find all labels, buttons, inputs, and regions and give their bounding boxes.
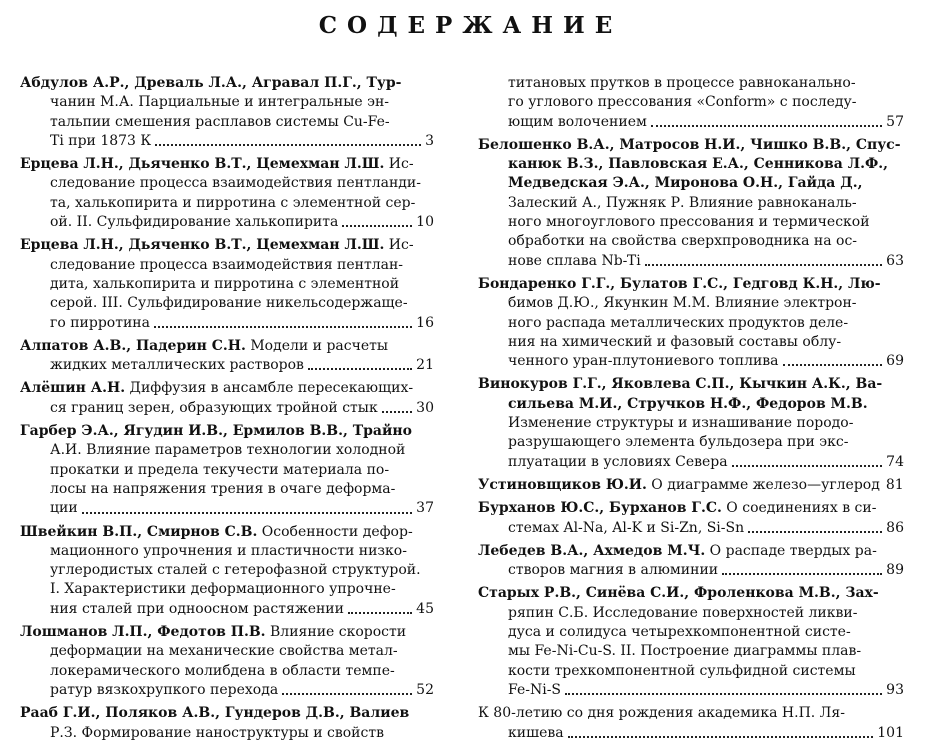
entry-last-line (20, 314, 434, 333)
entry-line: чанин М.А. Парциальные и интегральные эн- (50, 94, 390, 111)
entry-authors: Белошенко В.А., Матросов Н.И., Чишко В.В., Спус- (478, 136, 901, 153)
leader-dots (783, 364, 883, 366)
entry-line (20, 379, 434, 398)
entry-line: Р.З. Формирование наноструктуры и свойств (50, 724, 384, 741)
entry-line: ного многоуглового прессования и термической (508, 214, 870, 231)
toc-entry[interactable] (478, 499, 904, 538)
entry-title-end: ой. II. Сульфидирование халькопирита (50, 214, 339, 231)
entry-line: лосы на напряжения трения в очаге деформа- (50, 480, 396, 497)
entry-line: разрушающего элемента бульдозера при экс- (508, 434, 849, 451)
page-number: 93 (886, 681, 904, 698)
toc-entry[interactable] (20, 155, 434, 232)
entry-title-start: Модели и расчеты (245, 337, 389, 354)
entry-line: Изменение структуры и изнашивание породо- (508, 415, 854, 432)
entry-line: следование процесса взаимодействия пентланди- (50, 175, 421, 192)
entry-title-end: ся границ зерен, образующих тройной стык (50, 399, 378, 416)
entry-line: та, халькопирита и пирротина с элементной сер- (50, 194, 416, 211)
leader-dots (568, 736, 874, 738)
entry-line: обработки на свойства сверхпроводника на ос- (508, 233, 858, 250)
page-number: 21 (416, 357, 434, 374)
entry-line: титановых прутков в процессе равноканально- (508, 75, 856, 91)
page-number: 10 (416, 214, 434, 231)
entry-line (20, 623, 434, 642)
page-number: 86 (886, 519, 904, 536)
page-number: 37 (416, 500, 434, 517)
entry-authors: Устиновщиков Ю.И. (478, 476, 647, 493)
entry-title-start: Ис- (384, 156, 414, 173)
entry-last-line (478, 352, 904, 371)
toc-entry[interactable] (478, 275, 904, 371)
entry-line: мационного упрочнения и пластичности низко- (50, 542, 407, 559)
leader-dots (651, 125, 882, 127)
toc-entry[interactable] (20, 704, 434, 743)
leader-dots (748, 531, 882, 533)
toc-entry[interactable] (20, 337, 434, 376)
entry-line (20, 422, 434, 441)
entry-title-end: Ti при 1873 К (50, 132, 152, 149)
entry-last-line (478, 113, 904, 132)
leader-dots (155, 144, 421, 146)
entry-title-start: Ис- (384, 237, 414, 254)
entry-title-end: створов магния в алюминии (508, 562, 719, 579)
leader-dots (382, 411, 412, 413)
entry-title-end: жидких металлических растворов (50, 357, 304, 374)
page-number: 63 (886, 252, 904, 269)
leader-dots (645, 264, 882, 266)
page-number: 16 (416, 314, 434, 331)
entry-last-line (20, 132, 434, 151)
entry-line (478, 275, 904, 294)
entry-line (20, 523, 434, 542)
entry-authors: Ерцева Л.Н., Дьяченко В.Т., Цемехман Л.Ш. (20, 156, 385, 173)
toc-entry[interactable] (20, 422, 434, 518)
toc-right-column (478, 74, 904, 747)
toc-entry[interactable] (478, 375, 904, 471)
entry-line: дита, халькопирита и пирротина с элементной (50, 275, 400, 292)
entry-line: локерамического молибдена в области темпе- (50, 662, 395, 679)
entry-line: дуса и солидуса четырехкомпонентной систе- (508, 624, 851, 641)
entry-title-end: ратур вязкохрупкого перехода (50, 681, 279, 698)
entry-line: ного распада металлических продуктов деле- (508, 314, 849, 331)
entry-line (20, 74, 434, 93)
page-number: 69 (886, 353, 904, 370)
entry-title-end: ции (50, 500, 78, 517)
toc-entry[interactable] (20, 623, 434, 700)
entry-authors: Рааб Г.И., Поляков А.В., Гундеров Д.В., Валиев (20, 705, 410, 722)
entry-last-line (478, 561, 904, 580)
page-number: 52 (416, 681, 434, 698)
entry-line: бимов Д.Ю., Якункин М.М. Влияние электрон- (508, 295, 857, 312)
entry-last-line (20, 681, 434, 700)
entry-line: К 80-летию со дня рождения академика Н.П. Ля- (478, 705, 845, 722)
entry-last-line (20, 399, 434, 418)
toc-entry-continued[interactable] (478, 74, 904, 132)
entry-title-end: стемах Al-Na, Al-K и Si-Zn, Si-Sn (508, 519, 745, 536)
entry-authors: Бурханов Ю.С., Бурханов Г.С. (478, 500, 722, 517)
entry-authors: Швейкин В.П., Смирнов С.В. (20, 523, 258, 540)
entry-line: А.И. Влияние параметров технологии холодной (50, 442, 406, 459)
entry-last-line (478, 252, 904, 271)
toc-entry[interactable] (478, 542, 904, 581)
entry-line (478, 136, 904, 155)
entry-authors: Лошманов Л.П., Федотов П.В. (20, 624, 266, 641)
entry-title-end: нове сплава Nb-Ti (508, 252, 641, 269)
toc-left-column (20, 74, 434, 747)
entry-line: кости трехкомпонентной сульфидной системы (508, 662, 856, 679)
entry-line: Залеский А., Пужняк Р. Влияние равноканаль- (508, 194, 857, 211)
entry-line (478, 584, 904, 603)
entry-title-end: ченного уран-плутониевого топлива (508, 353, 779, 370)
entry-last-line (478, 681, 904, 700)
entry-title-end: кишева (508, 724, 564, 741)
entry-authors: Старых Р.В., Синёва С.И., Фроленкова М.В., Зах- (478, 585, 879, 602)
entry-authors: Алёшин А.Н. (20, 380, 126, 397)
entry-authors: Винокуров Г.Г., Яковлева С.П., Кычкин А.К., Ва- (478, 376, 883, 393)
entry-title-start: Диффузия в ансамбле пересекающих- (125, 380, 414, 397)
entry-line (478, 375, 904, 394)
entry-line (478, 499, 904, 518)
entry-title-end: ющим волочением (508, 113, 647, 130)
page-title: СОДЕРЖАНИЕ (318, 12, 623, 39)
leader-dots (308, 368, 412, 370)
entry-line: углеродистых сталей с гетерофазной структурой. (50, 562, 421, 579)
entry-line: Медведская Э.А., Миронова О.Н., Гайда Д., (508, 175, 863, 192)
page-number: 45 (416, 600, 434, 617)
leader-dots (82, 512, 413, 514)
toc-entry[interactable] (20, 523, 434, 619)
entry-line: канюк В.З., Павловская Е.А., Сенникова Л.Ф., (508, 156, 888, 173)
entry-title-start: Влияние скорости (265, 624, 407, 641)
toc-entry[interactable] (478, 136, 904, 271)
page-number: 89 (886, 562, 904, 579)
entry-title-end: Fe-Ni-S (508, 681, 562, 698)
entry-line: ния на химический и фазовый составы облу- (508, 333, 842, 350)
entry-last-line (478, 519, 904, 538)
page-number: 57 (886, 113, 904, 130)
entry-line: прокатки и предела текучести материала по- (50, 461, 390, 478)
entry-last-line (478, 476, 904, 495)
entry-authors: Бондаренко Г.Г., Булатов Г.С., Гедговд К.Н., Лю- (478, 275, 881, 292)
entry-title-start: О диаграмме железо—углерод (646, 476, 880, 493)
entry-title-end: плуатации в условиях Севера (508, 453, 728, 470)
entry-line (20, 704, 434, 723)
page-number: 101 (877, 724, 904, 741)
entry-line: го углового прессования «Conform» с последу- (508, 94, 857, 111)
leader-dots (722, 573, 882, 575)
entry-last-line (20, 499, 434, 518)
entry-title-start: О распаде твердых ра- (705, 542, 877, 559)
toc-entry[interactable] (20, 74, 434, 151)
entry-line: деформации на механические свойства метал- (50, 643, 398, 660)
toc-entry[interactable] (478, 704, 904, 743)
leader-dots (342, 225, 412, 227)
entry-title-end: го пирротина (50, 314, 150, 331)
leader-dots (282, 693, 412, 695)
entry-line: тальпии смешения расплавов системы Cu-Fe- (50, 113, 390, 130)
entry-line: сильева М.И., Стручков Н.Ф., Федоров М.В. (508, 395, 868, 412)
toc-entry[interactable] (20, 236, 434, 332)
toc-entry[interactable] (20, 379, 434, 418)
entry-title-start: Особенности дефор- (257, 523, 413, 540)
page-number: 3 (425, 132, 434, 149)
leader-dots (154, 326, 412, 328)
entry-last-line (20, 213, 434, 232)
entry-line (20, 337, 434, 356)
entry-line: ряпин С.Б. Исследование поверхностей ликви- (508, 604, 858, 621)
entry-line (20, 155, 434, 174)
toc-entry[interactable] (478, 476, 904, 495)
entry-last-line (20, 356, 434, 375)
toc-entry[interactable] (478, 584, 904, 700)
entry-last-line (20, 600, 434, 619)
page-number: 74 (886, 453, 904, 470)
entry-authors: Гарбер Э.А., Ягудин И.В., Ермилов В.В., Трайно (20, 423, 412, 440)
entry-line: серой. III. Сульфидирование никельсодержаще- (50, 295, 408, 312)
page-number: 81 (885, 476, 904, 493)
leader-dots (565, 693, 882, 695)
entry-line (20, 236, 434, 255)
entry-last-line (478, 724, 904, 743)
entry-line (478, 542, 904, 561)
entry-authors: Ерцева Л.Н., Дьяченко В.Т., Цемехман Л.Ш. (20, 237, 385, 254)
page-number: 30 (416, 399, 434, 416)
entry-line: следование процесса взаимодействия пентлан- (50, 256, 404, 273)
entry-authors: Алпатов А.В., Падерин С.Н. (20, 337, 246, 354)
entry-line: мы Fe-Ni-Cu-S. II. Построение диаграммы плав- (508, 643, 862, 660)
entry-authors: Лебедев В.А., Ахмедов М.Ч. (478, 542, 706, 559)
leader-dots (732, 465, 883, 467)
entry-title-end: ния сталей при одноосном растяжении (50, 600, 344, 617)
entry-line: I. Характеристики деформационного упрочне- (50, 581, 396, 598)
entry-last-line (478, 453, 904, 472)
entry-authors: Абдулов А.Р., Древаль Л.А., Агравал П.Г., Тур- (20, 75, 402, 91)
entry-title-start: О соединениях в си- (721, 500, 877, 517)
leader-dots (348, 612, 412, 614)
